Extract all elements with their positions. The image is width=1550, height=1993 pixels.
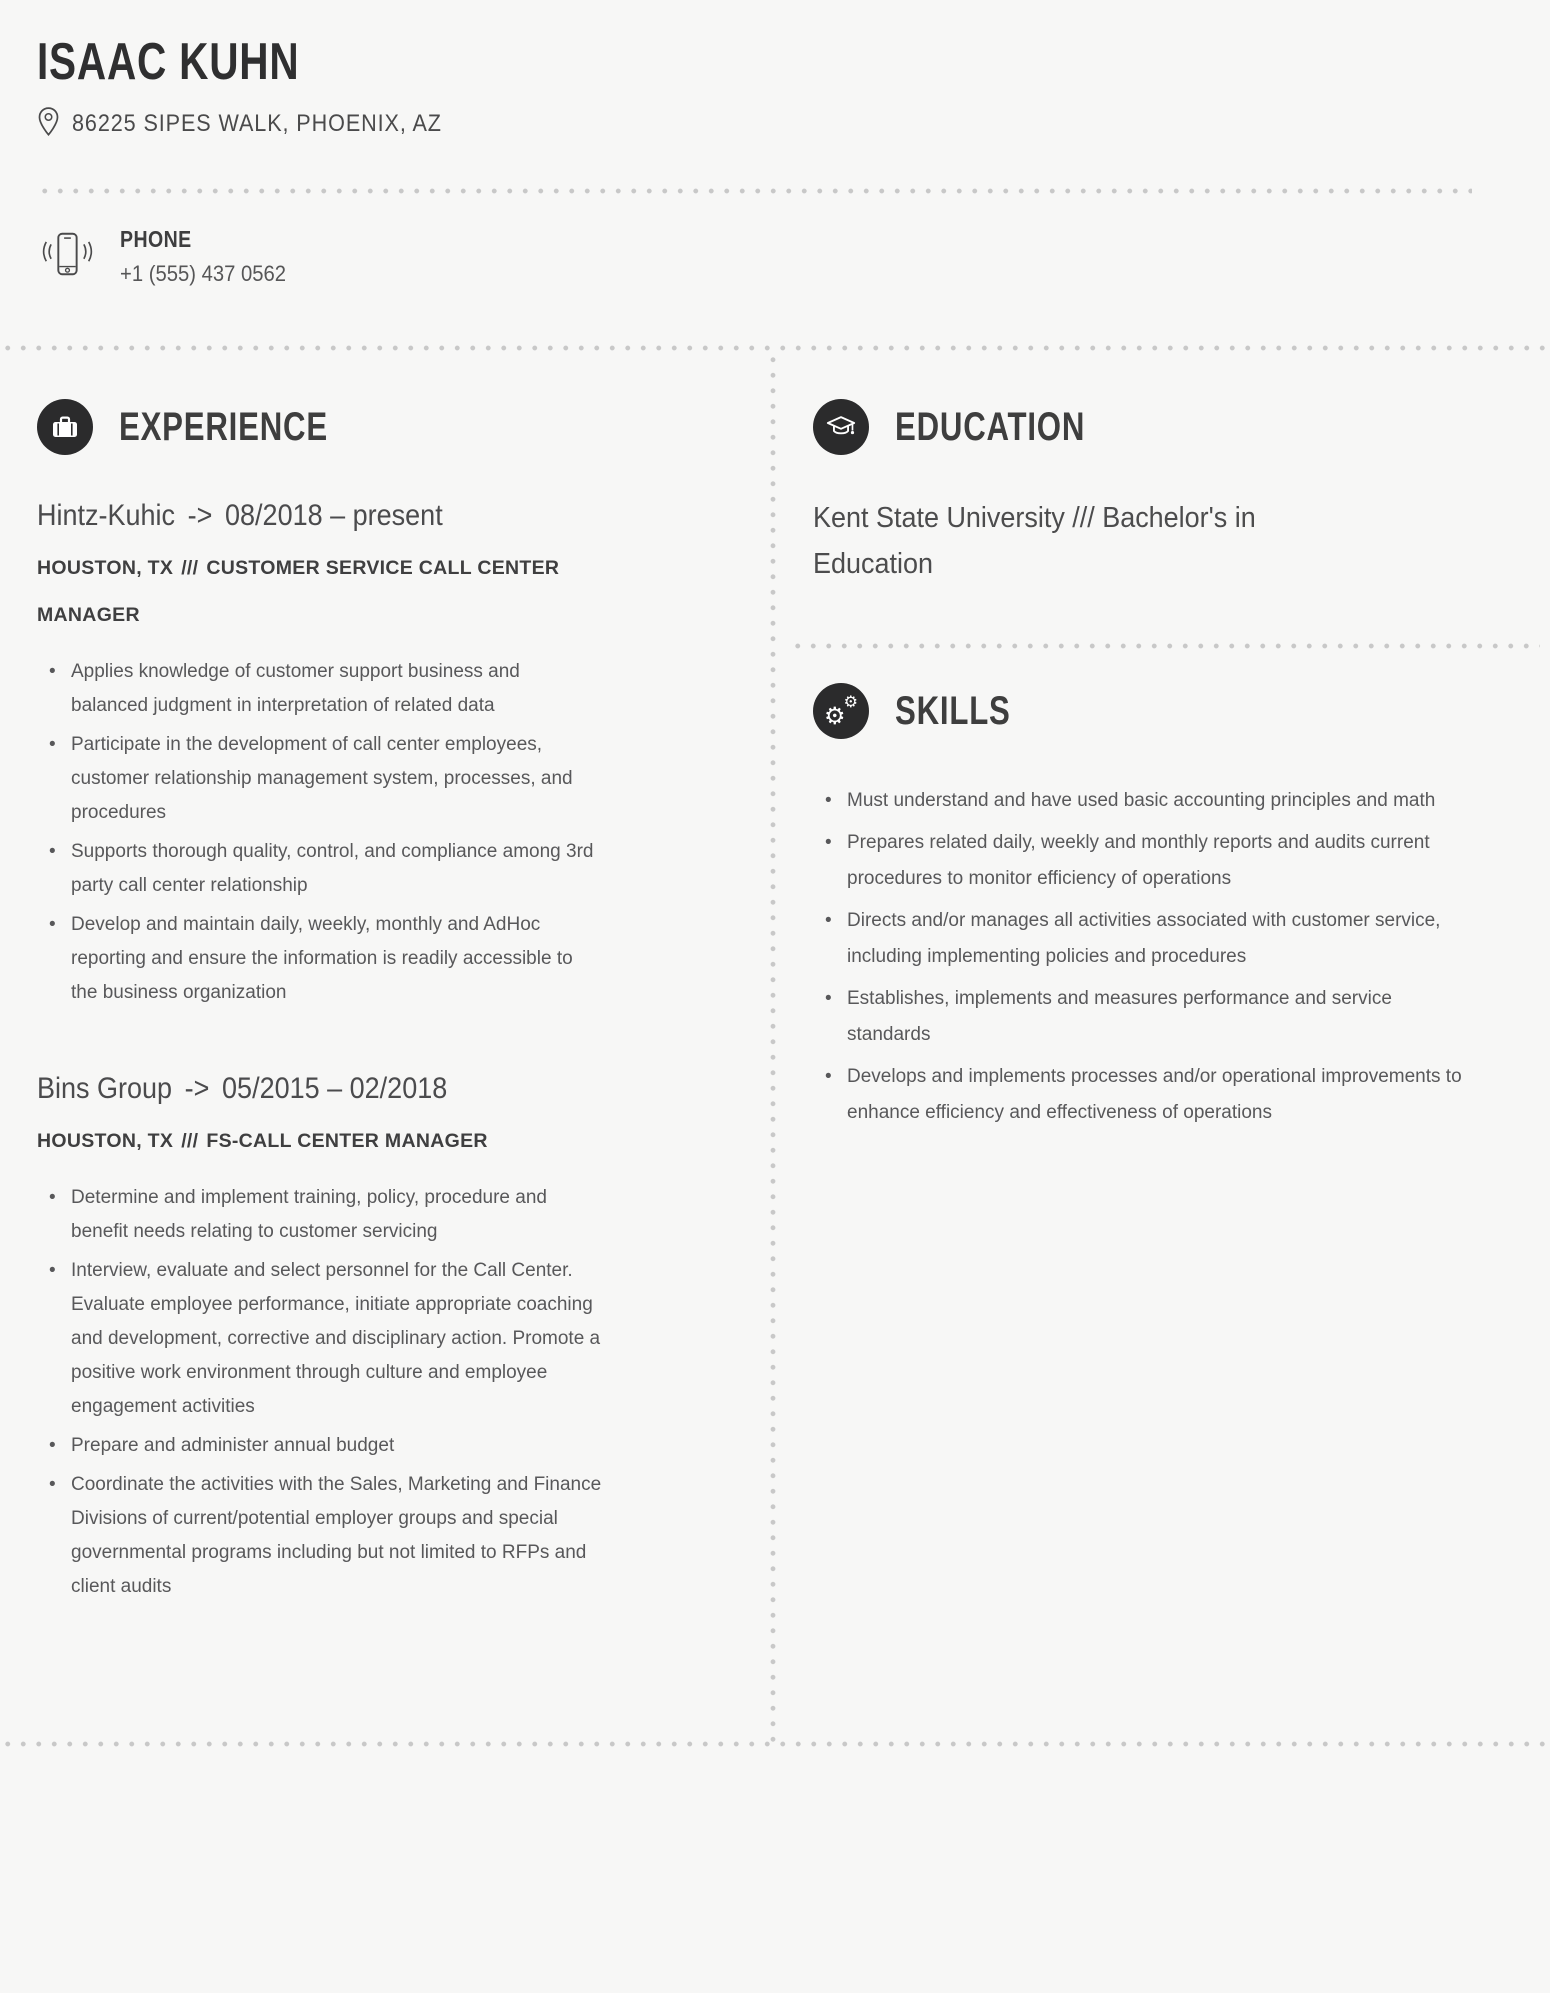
bullet-item: [847, 903, 1480, 975]
location-pin-icon: [37, 106, 60, 142]
briefcase-icon: [37, 399, 93, 455]
bullet-text: Prepares related daily, weekly and monthly reports and audits current procedures to monitor efficiency of operations: [847, 832, 1430, 889]
job-separator: ///: [181, 1130, 199, 1152]
gears-icon: ⚙ ⚙: [813, 683, 869, 739]
education-school: Kent State University: [813, 502, 1065, 534]
bullet-text: Develop and maintain daily, weekly, monthly and AdHoc reporting and ensure the information is readily accessible to the business organization: [71, 914, 573, 1003]
bullet-text: Supports thorough quality, control, and compliance among 3rd party call center relationship: [71, 841, 594, 896]
bullet-item: [71, 1468, 602, 1604]
phone-icon: [38, 227, 96, 286]
phone-text: [120, 226, 300, 287]
job-role: CUSTOMER SERVICE CALL CENTER MANAGER: [37, 557, 560, 626]
bullet-text: Coordinate the activities with the Sales, Marketing and Finance Divisions of current/potential employer groups and special governmental programs including but not limited to RFPs and client audits: [71, 1474, 602, 1597]
education-entry: [813, 495, 1334, 587]
job-location: HOUSTON, TX: [37, 1130, 174, 1152]
job-heading: [37, 1072, 546, 1106]
job-company: Bins Group: [37, 1072, 173, 1105]
job-subtitle: [37, 1118, 602, 1165]
bullet-text: Participate in the development of call center employees, customer relationship management system, processes, and procedures: [71, 734, 573, 823]
bullet-item: [847, 981, 1480, 1053]
bullet-text: Applies knowledge of customer support business and balanced judgment in interpretation of related data: [71, 661, 520, 716]
bullet-item: [71, 1181, 602, 1249]
location-row: [37, 106, 1550, 142]
skills-bullet-list: [813, 783, 1480, 1131]
bullet-item: [71, 1429, 602, 1463]
page-title: ISAAC KUHN: [37, 33, 300, 91]
job-heading: [37, 499, 546, 533]
phone-number: +1 (555) 437 0562: [120, 261, 287, 286]
address-text: 86225 SIPES WALK, PHOENIX, AZ: [72, 110, 442, 137]
bullet-text: Determine and implement training, policy, procedure and benefit needs relating to customer servicing: [71, 1187, 547, 1242]
bullet-text: Directs and/or manages all activities associated with customer service, including implementing policies and procedures: [847, 910, 1441, 967]
job-entry: [37, 499, 602, 1010]
job-entry: [37, 1072, 602, 1604]
education-separator: ///: [1072, 502, 1095, 534]
experience-section-head: [37, 399, 602, 455]
bullet-item: [847, 825, 1480, 897]
phone-label: PHONE: [120, 226, 192, 252]
bullet-item: [847, 1059, 1480, 1131]
bullet-text: Develops and implements processes and/or operational improvements to enhance efficiency and effectiveness of operations: [847, 1066, 1462, 1123]
job-subtitle: [37, 545, 602, 639]
dotted-divider-vertical: [770, 352, 776, 1742]
skills-title: SKILLS: [895, 688, 1011, 733]
bullet-item: [71, 728, 602, 830]
job-company: Hintz-Kuhic: [37, 499, 176, 532]
job-bullet-list: [37, 1181, 602, 1604]
bullet-item: [71, 835, 602, 903]
skills-section-head: [813, 683, 1480, 739]
graduation-cap-icon: [813, 399, 869, 455]
bullet-text: Interview, evaluate and select personnel for the Call Center. Evaluate employee performance, initiate appropriate coaching and development, corrective and disciplinary action. Promote a positive work environment through culture and employee engagement activities: [71, 1260, 601, 1417]
phone-row: [38, 226, 1550, 287]
experience-column: [0, 351, 775, 1609]
job-dates: 08/2018 – present: [225, 499, 443, 532]
bullet-text: Must understand and have used basic accounting principles and math: [847, 790, 1436, 811]
bullet-item: [71, 1254, 602, 1424]
bullet-item: [71, 908, 602, 1010]
dotted-divider-header: [37, 188, 1472, 194]
education-section-head: [813, 399, 1480, 455]
bullet-item: [71, 655, 602, 723]
job-arrow: ->: [184, 1072, 210, 1105]
experience-title: EXPERIENCE: [119, 404, 328, 449]
job-dates: 05/2015 – 02/2018: [222, 1072, 448, 1105]
education-skills-column: [775, 351, 1550, 1137]
bullet-item: [847, 783, 1480, 819]
education-title: EDUCATION: [895, 404, 1086, 449]
dotted-divider-bottom: [0, 1741, 1550, 1747]
bullet-text: Establishes, implements and measures performance and service standards: [847, 988, 1392, 1045]
education-degree: Bachelor's in Education: [813, 502, 1256, 580]
job-location: HOUSTON, TX: [37, 557, 174, 579]
job-arrow: ->: [187, 499, 213, 532]
job-role: FS-CALL CENTER MANAGER: [206, 1130, 488, 1152]
dotted-divider-education: [790, 643, 1540, 649]
header: [0, 0, 1550, 142]
job-bullet-list: [37, 655, 602, 1010]
bullet-text: Prepare and administer annual budget: [71, 1435, 395, 1456]
job-separator: ///: [181, 557, 199, 579]
